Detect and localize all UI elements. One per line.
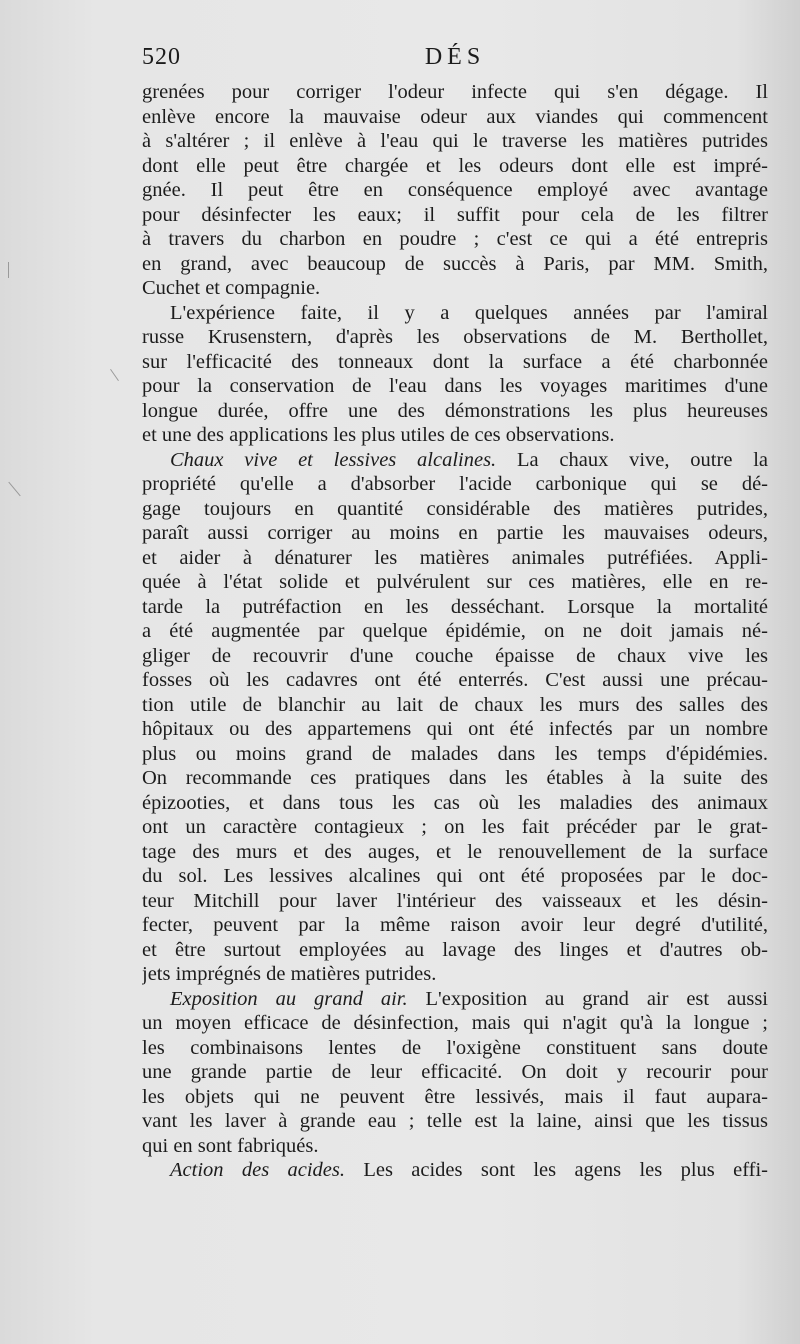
line-text: les combinaisons lentes de l'oxigène constituent sans doute xyxy=(142,1036,768,1059)
text-line xyxy=(142,203,768,228)
text-line xyxy=(142,423,768,448)
section-lead: Action des acides. xyxy=(170,1159,346,1181)
text-line xyxy=(142,717,768,742)
text-line xyxy=(142,619,768,644)
line-text: sur l'efficacité des tonneaux dont la surface a été charbonnée xyxy=(142,350,768,373)
line-text: longue durée, offre une des démonstrations les plus heureuses xyxy=(142,399,768,422)
running-head: DÉS xyxy=(424,44,486,70)
text-line xyxy=(142,1011,768,1036)
body-text xyxy=(142,80,768,1183)
text-line xyxy=(142,766,768,791)
left-margin-mark xyxy=(8,482,20,496)
line-text: et une des applications les plus utiles de ces observations. xyxy=(142,424,615,446)
line-text: grenées pour corriger l'odeur infecte qui s'en dégage. Il xyxy=(142,81,768,103)
line-text: à s'altérer ; il enlève à l'eau qui le traverse les matières putrides xyxy=(142,130,768,152)
left-margin-mark xyxy=(110,369,119,381)
line-text: L'exposition au grand air est aussi xyxy=(407,987,768,1010)
left-margin-mark xyxy=(8,262,9,278)
text-line xyxy=(142,154,768,179)
line-text: gliger de recouvrir d'une couche épaisse de chaux vive les xyxy=(142,644,768,667)
text-line xyxy=(142,399,768,424)
text-line xyxy=(142,791,768,816)
section-lead: Chaux vive et lessives alcalines. xyxy=(170,448,497,471)
line-text: dont elle peut être chargée et les odeurs dont elle est impré- xyxy=(142,154,768,177)
line-text: propriété qu'elle a d'absorber l'acide carbonique qui se dé- xyxy=(142,473,768,495)
text-line xyxy=(142,742,768,767)
line-text: ont un caractère contagieux ; on les fait précéder par le grat- xyxy=(142,816,768,838)
text-line xyxy=(142,644,768,669)
text-line xyxy=(142,178,768,203)
text-line xyxy=(142,1085,768,1110)
line-text: tage des murs et des auges, et le renouvellement de la surface xyxy=(142,840,768,863)
text-line xyxy=(142,1134,768,1159)
section-lead: Exposition au grand air. xyxy=(170,987,408,1010)
text-line xyxy=(142,595,768,620)
text-line xyxy=(142,80,768,105)
line-text: teur Mitchill pour laver l'intérieur des vaisseaux et les désin- xyxy=(142,889,768,912)
line-text: paraît aussi corriger au moins en partie les mauvaises odeurs, xyxy=(142,522,768,544)
line-text: L'expérience faite, il y a quelques années par l'amiral xyxy=(170,301,768,324)
line-text: fosses où les cadavres ont été enterrés. C'est aussi une précau- xyxy=(142,669,768,691)
line-text: un moyen efficace de désinfection, mais qui n'agit qu'à la longue ; xyxy=(142,1012,768,1034)
text-line xyxy=(142,864,768,889)
line-text: Les acides sont les agens les plus effi- xyxy=(345,1159,768,1181)
text-line xyxy=(142,1036,768,1061)
line-text: jets imprégnés de matières putrides. xyxy=(142,963,437,985)
line-text: une grande partie de leur efficacité. On doit y recourir pour xyxy=(142,1061,768,1083)
text-line xyxy=(142,889,768,914)
line-text: gnée. Il peut être en conséquence employé avec avantage xyxy=(142,179,768,201)
line-text: à travers du charbon en poudre ; c'est ce qui a été entrepris xyxy=(142,228,768,250)
line-text: Cuchet et compagnie. xyxy=(142,277,321,299)
text-line xyxy=(142,252,768,277)
text-line xyxy=(142,301,768,326)
text-line xyxy=(142,129,768,154)
text-line xyxy=(142,987,768,1012)
text-line xyxy=(142,938,768,963)
line-text: a été augmentée par quelque épidémie, on ne doit jamais né- xyxy=(142,620,768,642)
line-text: gage toujours en quantité considérable des matières putrides, xyxy=(142,497,768,520)
text-line xyxy=(142,521,768,546)
text-line xyxy=(142,1109,768,1134)
line-text: en grand, avec beaucoup de succès à Paris, par MM. Smith, xyxy=(142,252,768,275)
line-text: qui en sont fabriqués. xyxy=(142,1134,319,1157)
line-text: fecter, peuvent par la même raison avoir leur degré d'utilité, xyxy=(142,914,768,936)
text-line xyxy=(142,374,768,399)
line-text: du sol. Les lessives alcalines qui ont été proposées par le doc- xyxy=(142,865,768,887)
text-line xyxy=(142,668,768,693)
text-line xyxy=(142,1060,768,1085)
line-text: enlève encore la mauvaise odeur aux viandes qui commencent xyxy=(142,105,768,128)
text-line xyxy=(142,325,768,350)
line-text: les objets qui ne peuvent être lessivés, mais il faut aupara- xyxy=(142,1085,768,1108)
line-text: quée à l'état solide et pulvérulent sur ces matières, elle en re- xyxy=(142,571,768,593)
line-text: tion utile de blanchir au lait de chaux les murs des salles des xyxy=(142,693,768,716)
text-line xyxy=(142,227,768,252)
page-header xyxy=(142,44,768,76)
text-line xyxy=(142,546,768,571)
line-text: La chaux vive, outre la xyxy=(496,448,768,471)
text-line xyxy=(142,962,768,987)
line-text: tarde la putréfaction en les desséchant. Lorsque la mortalité xyxy=(142,595,768,618)
line-text: vant les laver à grande eau ; telle est la laine, ainsi que les tissus xyxy=(142,1110,768,1132)
line-text: hôpitaux ou des appartemens qui ont été infectés par un nombre xyxy=(142,718,768,740)
text-line xyxy=(142,350,768,375)
text-line xyxy=(142,1158,768,1183)
text-line xyxy=(142,570,768,595)
text-line xyxy=(142,913,768,938)
text-line xyxy=(142,815,768,840)
line-text: On recommande ces pratiques dans les étables à la suite des xyxy=(142,767,768,789)
text-line xyxy=(142,840,768,865)
line-text: russe Krusenstern, d'après les observations de M. Berthollet, xyxy=(142,326,768,348)
line-text: et aider à dénaturer les matières animales putréfiées. Appli- xyxy=(142,546,768,569)
text-line xyxy=(142,693,768,718)
line-text: pour désinfecter les eaux; il suffit pour cela de les filtrer xyxy=(142,203,768,226)
text-line xyxy=(142,472,768,497)
text-line xyxy=(142,448,768,473)
line-text: plus ou moins grand de malades dans les temps d'épidémies. xyxy=(142,742,768,765)
text-line xyxy=(142,105,768,130)
text-line xyxy=(142,497,768,522)
line-text: pour la conservation de l'eau dans les voyages maritimes d'une xyxy=(142,375,768,397)
page-number: 520 xyxy=(142,44,181,70)
text-line xyxy=(142,276,768,301)
line-text: et être surtout employées au lavage des linges et d'autres ob- xyxy=(142,938,768,961)
line-text: épizooties, et dans tous les cas où les maladies des animaux xyxy=(142,791,768,814)
